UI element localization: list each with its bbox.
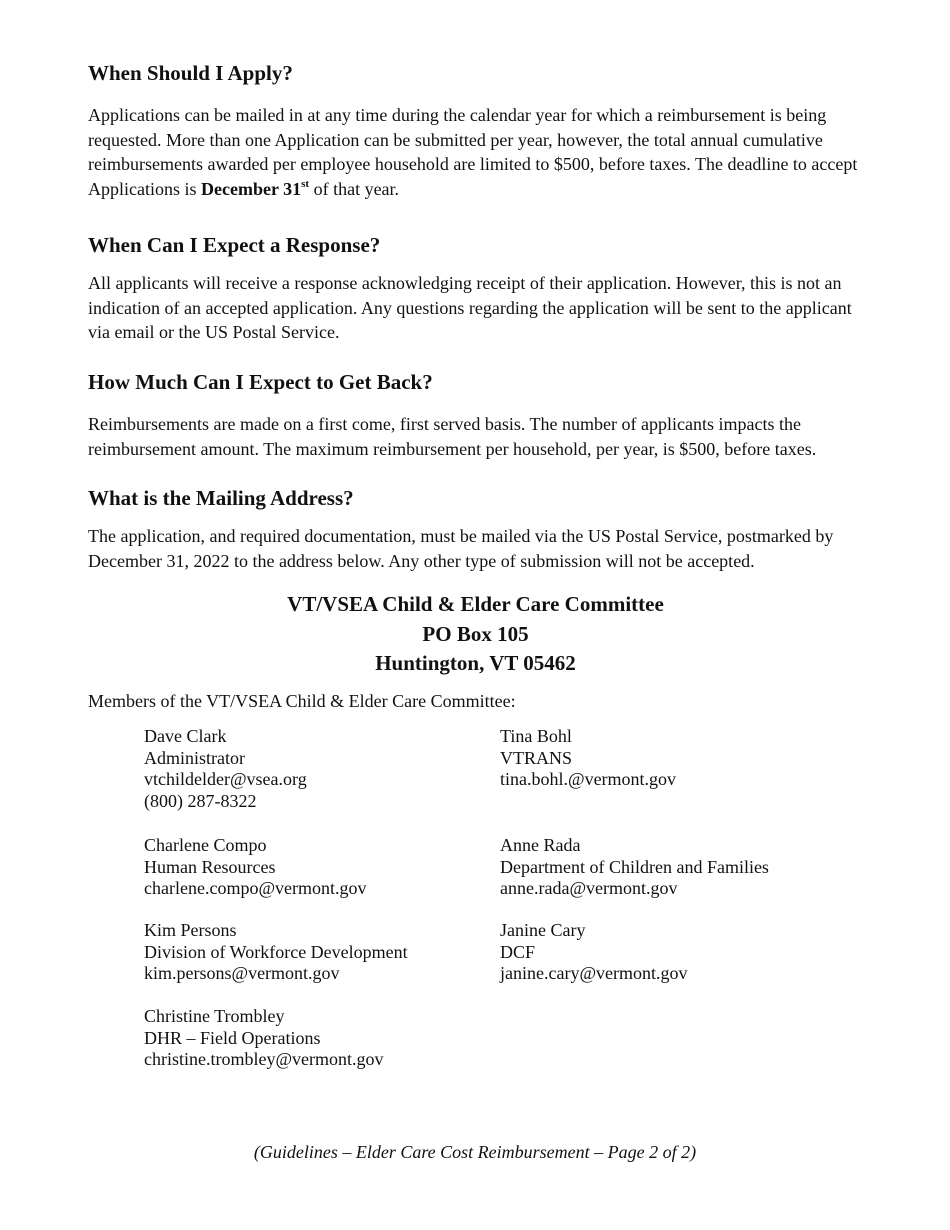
member-card — [144, 920, 408, 985]
member-name: Dave Clark — [144, 726, 227, 746]
heading-when-apply: When Should I Apply? — [88, 61, 293, 85]
member-email: christine.trombley@vermont.gov — [144, 1049, 384, 1069]
mailing-address-block — [88, 590, 863, 679]
member-email: kim.persons@vermont.gov — [144, 963, 340, 983]
member-role: DCF — [500, 941, 536, 962]
page-footer: (Guidelines – Elder Care Cost Reimbursement – Page 2 of 2) — [253, 1142, 697, 1162]
members-intro: Members of the VT/VSEA Child & Elder Care Committee: — [88, 691, 516, 711]
member-role: VTRANS — [500, 747, 573, 768]
member-email: charlene.compo@vermont.gov — [144, 878, 367, 898]
apply-text-before: Applications can be mailed in at any time during the calendar year for which a reimbursement is being requested. More than one Application can be submitted per year, however, the total annual cumulative reimbursements awarded per employee household are limited to $500, before taxes. The deadline to accept Applications is — [88, 105, 858, 199]
member-phone: (800) 287-8322 — [144, 790, 257, 811]
member-card — [144, 835, 367, 900]
member-name: Tina Bohl — [500, 726, 572, 746]
address-line-2: PO Box 105 — [422, 621, 529, 646]
apply-deadline-suffix: st — [301, 177, 310, 190]
member-name: Charlene Compo — [144, 835, 267, 855]
member-email: tina.bohl.@vermont.gov — [500, 769, 677, 789]
heading-when-response: When Can I Expect a Response? — [88, 233, 381, 257]
paragraph-how-much-back: Reimbursements are made on a first come, first served basis. The number of applicants impacts the reimbursement amount. The maximum reimbursement per household, per year, is $500, before taxes. — [88, 414, 817, 459]
member-role: Human Resources — [144, 856, 276, 877]
member-card — [144, 1006, 384, 1071]
member-name: Kim Persons — [144, 920, 237, 940]
paragraph-when-apply — [88, 103, 873, 201]
member-name: Anne Rada — [500, 835, 581, 855]
member-email: janine.cary@vermont.gov — [500, 963, 688, 983]
address-line-1: VT/VSEA Child & Elder Care Committee — [287, 592, 664, 616]
member-card — [500, 726, 676, 791]
member-role: Department of Children and Families — [500, 856, 769, 877]
heading-how-much-back: How Much Can I Expect to Get Back? — [88, 370, 433, 394]
member-role: Division of Workforce Development — [144, 941, 408, 962]
member-role: Administrator — [144, 747, 245, 768]
apply-deadline: December 31 — [201, 178, 302, 199]
member-card — [500, 920, 688, 985]
paragraph-mailing-address: The application, and required documentation, must be mailed via the US Postal Service, postmarked by December 31, 2022 to the address below. Any other type of submission will not be accepted. — [88, 526, 834, 571]
member-email: vtchildelder@vsea.org — [144, 769, 307, 789]
member-name: Janine Cary — [500, 920, 586, 940]
member-role: DHR – Field Operations — [144, 1027, 321, 1048]
paragraph-when-response: All applicants will receive a response acknowledging receipt of their application. However, this is not an indication of an accepted application. Any questions regarding the application will be sent to the applicant via email or the US Postal Service. — [88, 273, 852, 342]
address-line-3: Huntington, VT 05462 — [375, 651, 576, 675]
member-email: anne.rada@vermont.gov — [500, 878, 678, 898]
member-card — [144, 726, 307, 812]
apply-text-after: of that year. — [309, 178, 400, 199]
heading-mailing-address: What is the Mailing Address? — [88, 486, 354, 510]
member-name: Christine Trombley — [144, 1006, 285, 1026]
member-card — [500, 835, 769, 900]
